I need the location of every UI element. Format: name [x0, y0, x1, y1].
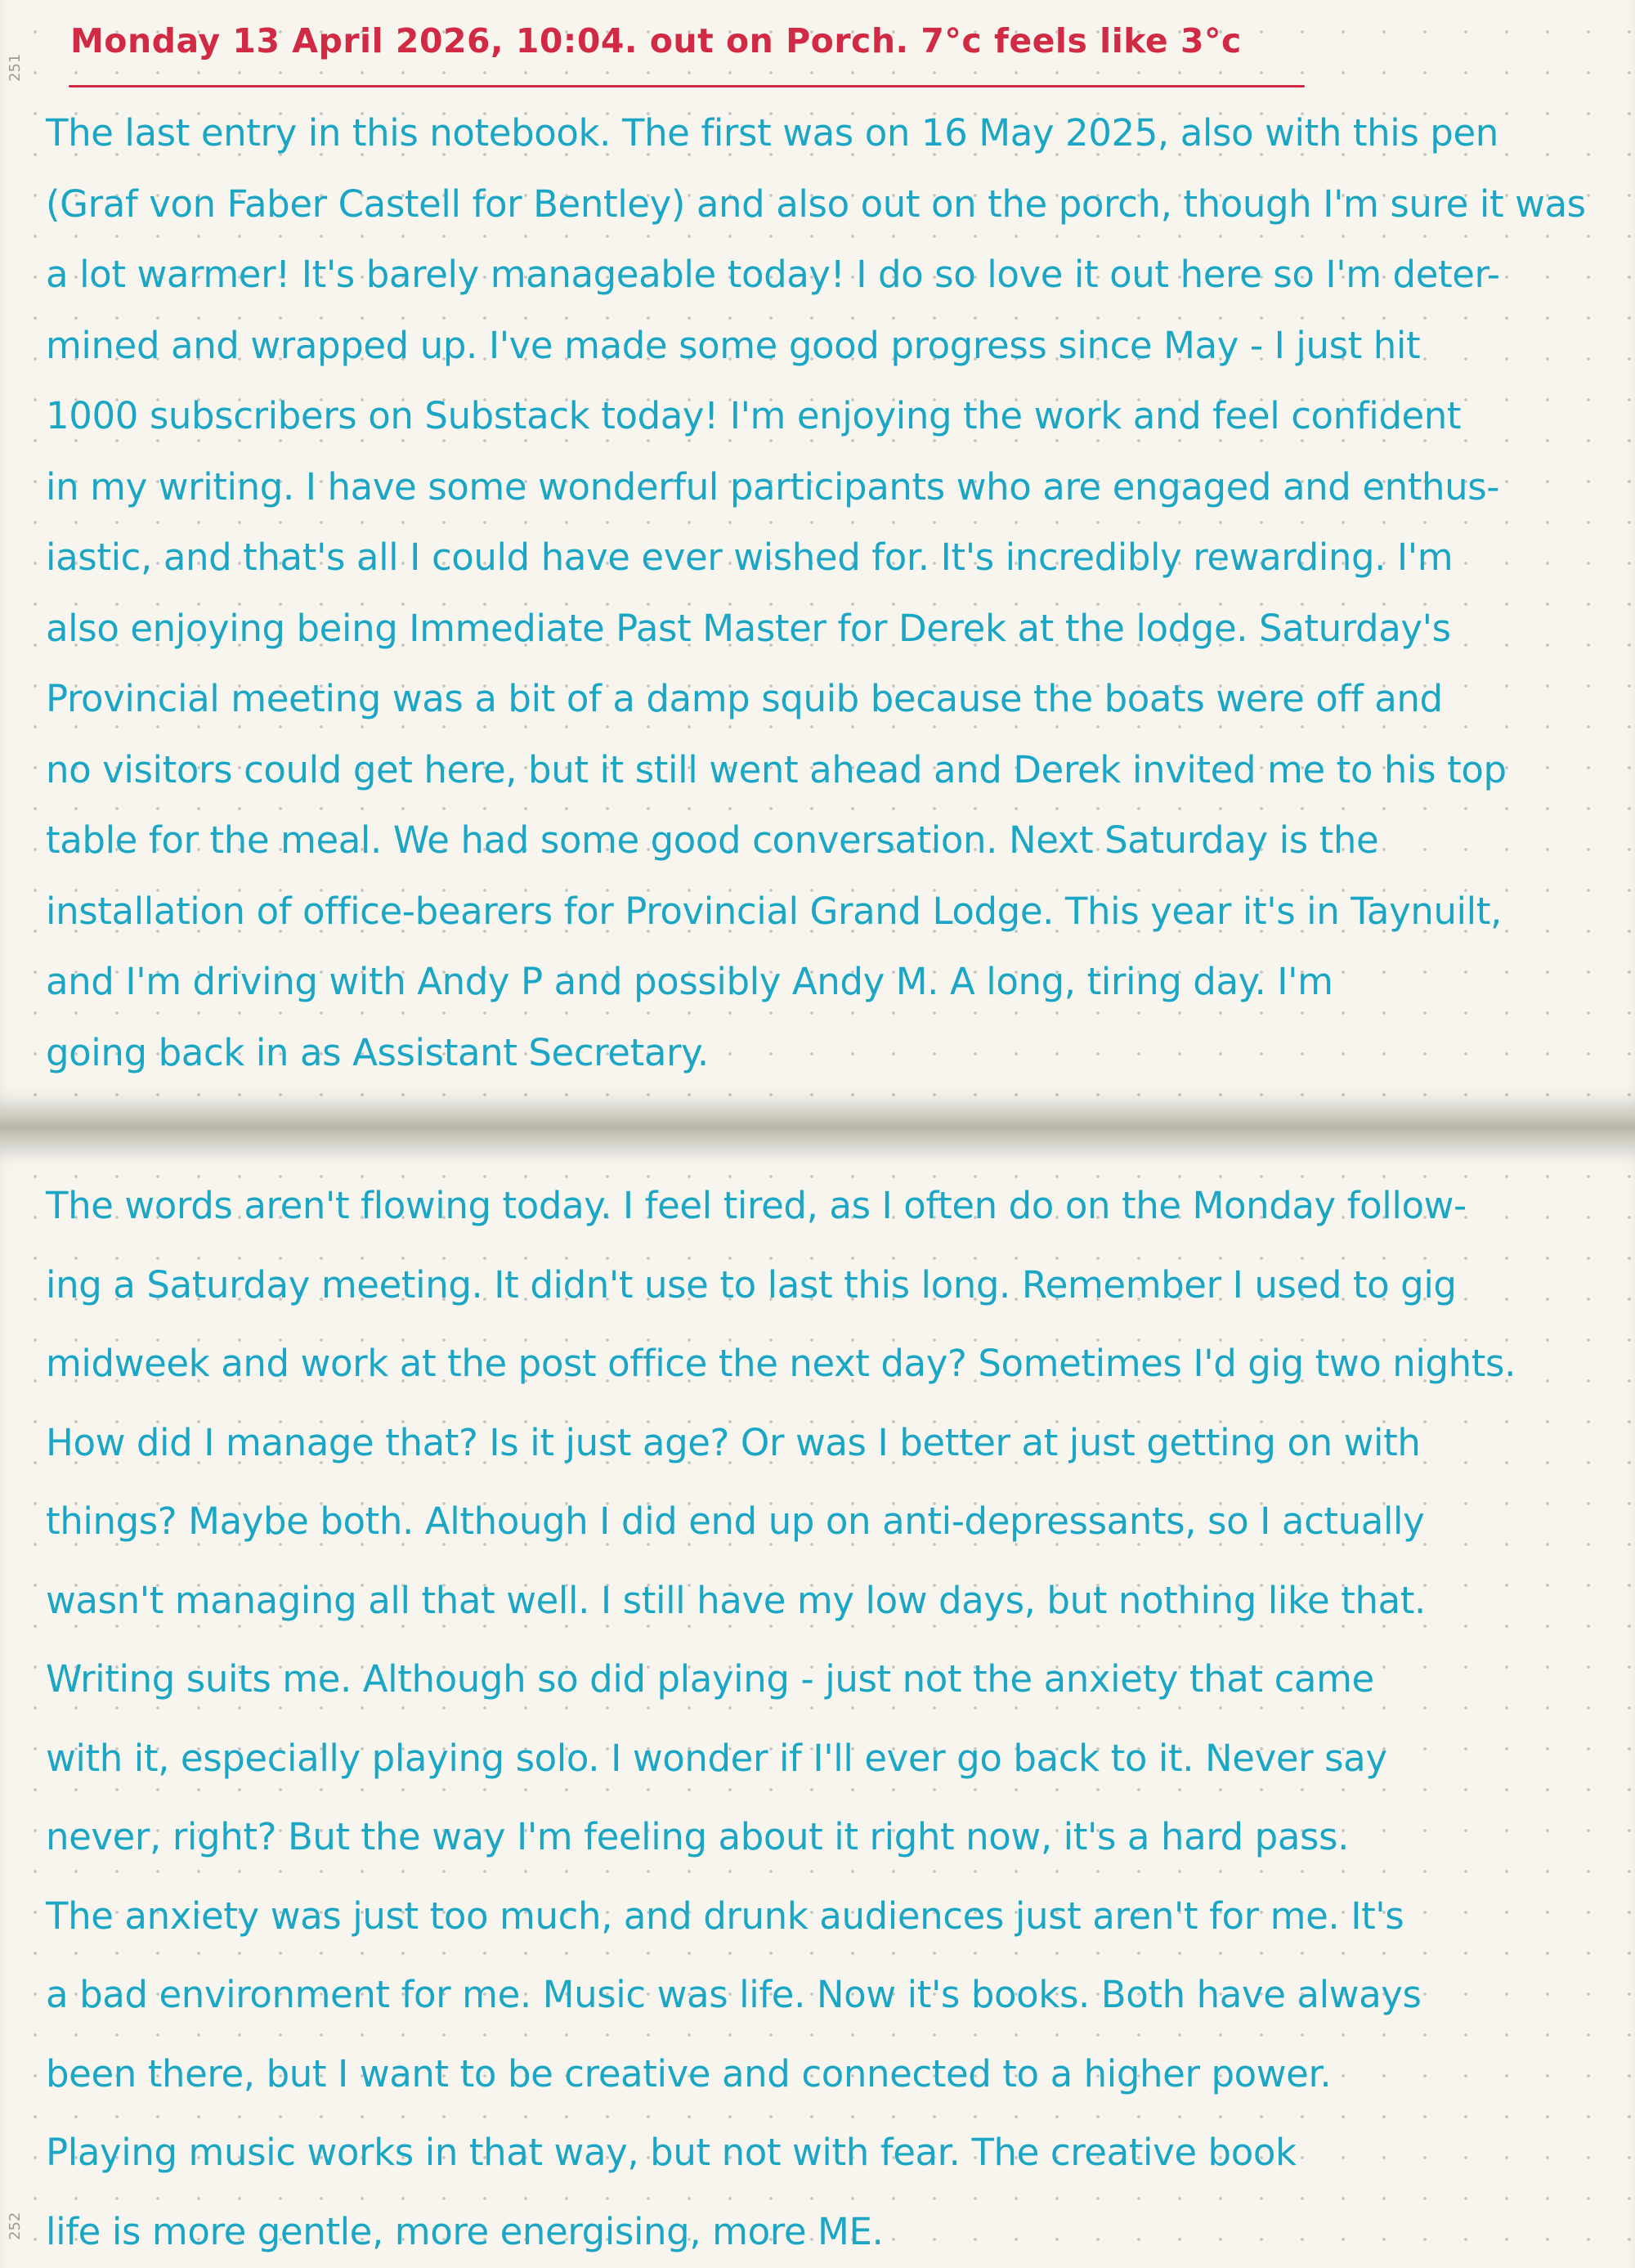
journal-line: The words aren't flowing today. I feel tired, as I often do on the Monday follow- — [46, 1184, 1467, 1227]
journal-line: things? Maybe both. Although I did end up on anti-depressants, so I actually — [46, 1499, 1425, 1543]
journal-line: a bad environment for me. Music was life. Now it's books. Both have always — [46, 1973, 1422, 2016]
heading-underline — [69, 85, 1305, 87]
journal-line: a lot warmer! It's barely manageable today! I do so love it out here so I'm deter- — [46, 253, 1500, 296]
journal-line: installation of office-bearers for Provincial Grand Lodge. This year it's in Taynuilt, — [46, 889, 1502, 933]
journal-line: Writing suits me. Although so did playing - just not the anxiety that came — [46, 1657, 1374, 1701]
journal-line: life is more gentle, more energising, more ME. — [46, 2209, 884, 2253]
journal-line: midweek and work at the post office the next day? Sometimes I'd gig two nights. — [46, 1342, 1516, 1385]
page-number-top: 251 — [7, 53, 24, 82]
journal-line: with it, especially playing solo. I wonder if I'll ever go back to it. Never say — [46, 1736, 1387, 1780]
journal-line: The anxiety was just too much, and drunk audiences just aren't for me. It's — [46, 1894, 1404, 1938]
journal-line: ing a Saturday meeting. It didn't use to last this long. Remember I used to gig — [46, 1262, 1457, 1307]
journal-line: The last entry in this notebook. The first was on 16 May 2025, also with this pen — [46, 111, 1498, 155]
journal-line: no visitors could get here, but it still went ahead and Derek invited me to his top — [46, 747, 1507, 791]
journal-line: never, right? But the way I'm feeling about it right now, it's a hard pass. — [46, 1815, 1349, 1858]
page-number-bottom: 252 — [7, 2212, 24, 2240]
journal-line: iastic, and that's all I could have ever wished for. It's incredibly rewarding. I'm — [46, 536, 1454, 579]
journal-line: Provincial meeting was a bit of a damp squib because the boats were off and — [46, 677, 1443, 720]
journal-line: mined and wrapped up. I've made some good progress since May - I just hit — [46, 323, 1421, 367]
journal-line: Playing music works in that way, but not with fear. The creative book — [46, 2131, 1297, 2174]
journal-line: and I'm driving with Andy P and possibly Andy M. A long, tiring day. I'm — [46, 960, 1333, 1003]
journal-line: 1000 subscribers on Substack today! I'm enjoying the work and feel confident — [46, 394, 1462, 437]
journal-line: in my writing. I have some wonderful participants who are engaged and enthus- — [46, 464, 1500, 509]
notebook-page-top — [0, 0, 1635, 1110]
journal-line: wasn't managing all that well. I still have my low days, but nothing like that. — [46, 1578, 1426, 1622]
notebook-gutter — [0, 1110, 1635, 1145]
journal-line: been there, but I want to be creative and connected to a higher power. — [46, 2051, 1332, 2095]
journal-line: (Graf von Faber Castell for Bentley) and also out on the porch, though I'm sure it was — [46, 182, 1586, 226]
journal-line: How did I manage that? Is it just age? Or was I better at just getting on with — [46, 1420, 1421, 1464]
notebook-page-bottom — [0, 1145, 1635, 2268]
journal-line: going back in as Assistant Secretary. — [46, 1030, 709, 1074]
journal-line: table for the meal. We had some good conversation. Next Saturday is the — [46, 818, 1379, 862]
entry-heading: Monday 13 April 2026, 10:04. out on Porch. 7°c feels like 3°c — [70, 21, 1242, 61]
journal-line: also enjoying being Immediate Past Master for Derek at the lodge. Saturday's — [46, 606, 1451, 650]
